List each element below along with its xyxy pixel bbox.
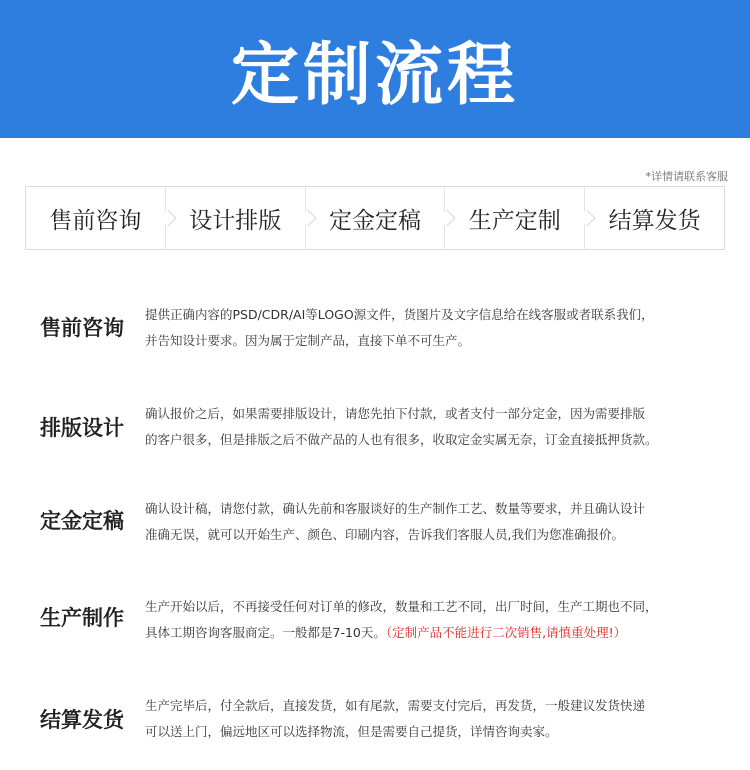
step-5: 结算发货: [584, 187, 724, 249]
step-1: 售前咨询: [49, 207, 142, 234]
section-body: 确认设计稿，请您付款，确认先前和客服谈好的生产制作工艺、数量等要求，并且确认设计 准确无误，就可以开始生产、颜色、印刷内容，告诉我们客服人员,我们为您准确报价。: [145, 501, 646, 542]
step-4: 生产定制: [444, 187, 584, 249]
step-2: 设计排版: [165, 187, 305, 249]
section-title: 结算发货: [40, 708, 124, 732]
page-title: 定制流程: [230, 35, 519, 115]
section-body: 生产开始以后，不再接受任何对订单的修改，数量和工艺不同，出厂时间，生产工期也不同， 具体工期咨询客服商定。一般都是7-10天。（定制产品不能进行二次销售,请慎重处理!）: [145, 599, 658, 640]
section-body: 生产完毕后，付全款后，直接发货，如有尾款，需要支付完后，再发货，一般建议发货快递 可以送上门，偏远地区可以选择物流，但是需要自己提货，详情咨询卖家。: [145, 698, 646, 739]
section-title: 定金定稿: [40, 509, 124, 533]
section-body: 提供正确内容的PSD/CDR/AI等LOGO源文件，货图片及文字信息给在线客服或者联系我们， 并告知设计要求。因为属于定制产品，直接下单不可生产。: [145, 307, 654, 348]
step-3: 定金定稿: [305, 187, 445, 249]
section-title: 生产制作: [40, 606, 124, 630]
process-steps: [25, 186, 725, 250]
banner: [0, 0, 750, 138]
section-title: 排版设计: [40, 416, 124, 440]
section-title: 售前咨询: [40, 316, 124, 340]
contact-note: *详情请联系客服: [645, 170, 728, 183]
warning-text: （定制产品不能进行二次销售,请慎重处理!）: [385, 625, 627, 640]
section-body: 确认报价之后，如果需要排版设计，请您先拍下付款，或者支付一部分定金，因为需要排版 的客户很多，但是排版之后不做产品的人也有很多，收取定金实属无奈，订金直接抵押货款。: [145, 406, 658, 447]
